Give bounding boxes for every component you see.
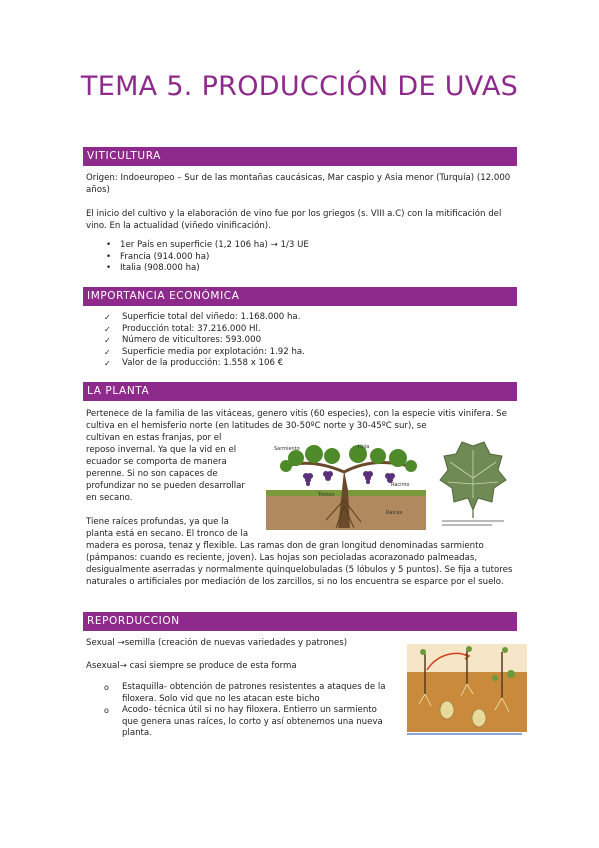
fig-label: Hoja bbox=[358, 444, 370, 450]
planta-intro: Pertenece de la familia de las vitáceas, genero vitis (60 especies), con la especie vitis vinifera. Se cultiva en el hemisferio norte (en latitudes de 30-50ºC norte y 30-45ºC sur), se bbox=[86, 409, 507, 431]
superficie-list bbox=[102, 240, 502, 275]
list-item: ✓ Superficie media por explotación: 1.92 ha. bbox=[104, 347, 504, 359]
text-line: en secano. bbox=[86, 493, 133, 503]
section-heading-planta: LA PLANTA bbox=[83, 382, 517, 401]
list-item: o Acodo- técnica útil si no hay filoxera. Entierro un sarmiento que genera unas raíces, lo corto y así obtenemos una nueva planta. bbox=[104, 705, 394, 740]
list-item: ✓ Producción total: 37.216.000 Hl. bbox=[104, 324, 504, 336]
text-line: ecuador se comporta de manera bbox=[86, 457, 227, 467]
sexual-line: Sexual →semilla (creación de nuevas variedades y patrones) bbox=[86, 638, 348, 648]
list-item: o Estaquilla- obtención de patrones resistentes a ataques de la filoxera. Solo vid que no les atacan este bicho bbox=[104, 682, 394, 705]
list-item: • Italia (908.000 ha) bbox=[102, 263, 502, 275]
text-line: planta está en secano. El tronco de la bbox=[86, 529, 249, 539]
text-line: cultivan en estas franjas, por el bbox=[86, 433, 222, 443]
text-line: Tiene raíces profundas, ya que la bbox=[86, 517, 229, 527]
list-item: ✓ Número de viticultores: 593.000 bbox=[104, 335, 504, 347]
list-item: • Francia (914.000 ha) bbox=[102, 252, 502, 264]
fig-label: Racimo bbox=[391, 482, 410, 488]
section-heading-importancia: IMPORTANCIA ECONÓMICA bbox=[83, 287, 517, 306]
text-line: perenne. Si no son capaces de bbox=[86, 469, 218, 479]
asexual-line: Asexual→ casi siempre se produce de esta forma bbox=[86, 661, 297, 671]
list-item: ✓ Valor de la producción: 1.558 x 106 € bbox=[104, 358, 504, 370]
grape-leaf-illustration bbox=[438, 438, 508, 530]
section-heading-reproduccion: REPORDUCCION bbox=[83, 612, 517, 631]
vine-plant-illustration bbox=[266, 440, 426, 530]
page-title: TEMA 5. PRODUCCIÓN DE UVAS bbox=[80, 71, 519, 102]
text-line: profundizar no se pueden desarrollar bbox=[86, 481, 245, 491]
list-item: ✓ Superficie total del viñedo: 1.168.000 ha. bbox=[104, 312, 504, 324]
fig-label: Tronco bbox=[318, 492, 335, 498]
propagation-illustration bbox=[407, 644, 527, 739]
fig-label: Raíces bbox=[386, 510, 403, 516]
planta-rest: madera es porosa, tenaz y flexible. Las ramas don de gran longitud denominadas sarmiento (pámpanos: cuando es reciente, joven). Las hojas son pecioladas acorazonado palmeadas, desigualmente aserradas y normalmente quinquelobuladas (5 lóbulos y 5 puntos). Se fija a tutores naturales o artificiales por mediación de los zarcillos, si no los encuentra se esparce por el suelo. bbox=[86, 541, 513, 587]
origen-paragraph: Origen: Indoeuropeo – Sur de las montañas caucásicas, Mar caspio y Asia menor (Turquía) (12.000 años) bbox=[86, 173, 511, 195]
text-line: reposo invernal. Ya que la vid en el bbox=[86, 445, 237, 455]
fig-label: Sarmiento bbox=[274, 446, 300, 452]
section-heading-viticultura: VITICULTURA bbox=[83, 147, 517, 166]
inicio-paragraph: El inicio del cultivo y la elaboración de vino fue por los griegos (s. VIII a.C) con la mitificación del vino. En la actualidad (viñedo vinificación). bbox=[86, 209, 502, 231]
list-item: • 1er País en superficie (1,2 106 ha) → 1/3 UE bbox=[102, 240, 502, 252]
planta-left-text bbox=[86, 432, 264, 504]
importancia-list bbox=[104, 312, 504, 370]
reproduccion-list bbox=[104, 682, 394, 740]
raices-text bbox=[86, 516, 264, 540]
